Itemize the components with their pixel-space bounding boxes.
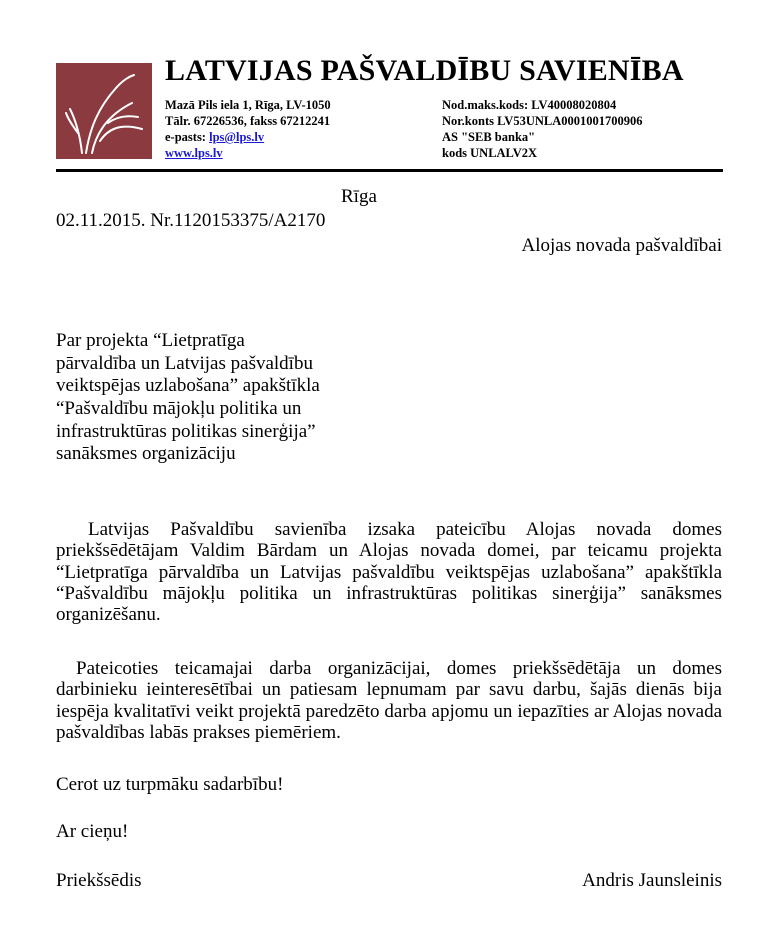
website-line (165, 145, 331, 161)
subject-line: infrastruktūras politikas sinerģija” (56, 420, 316, 442)
bank-info (442, 97, 643, 161)
signer-name: Andris Jaunsleinis (582, 870, 722, 891)
email-line (165, 129, 331, 145)
subject-line: pārvaldība un Latvijas pašvaldību (56, 352, 313, 374)
subject-line: “Pašvaldību mājokļu politika un (56, 398, 302, 420)
organization-name: LATVIJAS PAŠVALDĪBU SAVIENĪBA (165, 54, 684, 87)
bank-code-line: kods UNLALV2X (442, 146, 538, 160)
tax-code-line: Nod.maks.kods: LV40008020804 (442, 98, 617, 112)
body-paragraph-2: Pateicoties teicamajai darba organizācijai, domes priekšsēdētāja un domes darbinieku ieinteresētībai un patiesam lepnumam par savu darbu, šajās dienās bija iespēja kvalitatīvi veikt projektā paredzēto darba apjomu un iepazīties ar Alojas novada pašvaldības labās prakses piemēriem. (56, 658, 722, 743)
signer-title: Priekšsēdis (56, 870, 142, 891)
account-line: Nor.konts LV53UNLA0001001700906 (442, 114, 643, 128)
letter-recipient: Alojas novada pašvaldībai (521, 235, 722, 256)
letter-subject (56, 330, 320, 466)
email-label: e-pasts: (165, 130, 210, 144)
letter-number: 02.11.2015. Nr.1120153375/A2170 (56, 210, 326, 231)
website-link[interactable]: www.lps.lv (165, 146, 223, 160)
leaf-emblem-icon (56, 63, 152, 159)
subject-line: Par projekta “Lietpratīga (56, 330, 245, 351)
subject-line: sanāksmes organizāciju (56, 443, 236, 465)
address-line: Mazā Pils iela 1, Rīga, LV-1050 (165, 98, 331, 112)
phone-line: Tālr. 67226536, fakss 67212241 (165, 114, 331, 128)
letter-place: Rīga (341, 186, 377, 207)
subject-line: veiktspējas uzlabošana” apakštīkla (56, 375, 320, 397)
contact-info (165, 97, 331, 161)
lps-logo (56, 63, 152, 159)
body-paragraph-1: Latvijas Pašvaldību savienība izsaka pateicību Alojas novada domes priekšsēdētājam Valdim Bārdam un Alojas novada domei, par teicamu projekta “Lietpratīga pārvaldība un Latvijas pašvaldību veiktspējas uzlabošana” apakštīkla “Pašvaldību mājokļu politika un infrastruktūras politikas sinerģija” sanāksmes organizēšanu. (56, 519, 722, 626)
closing-line: Cerot uz turpmāku sadarbību! (56, 774, 284, 795)
header-divider (56, 169, 723, 172)
email-link[interactable]: lps@lps.lv (209, 130, 265, 144)
bank-name-line: AS "SEB banka" (442, 130, 536, 144)
regards-line: Ar cieņu! (56, 821, 129, 842)
